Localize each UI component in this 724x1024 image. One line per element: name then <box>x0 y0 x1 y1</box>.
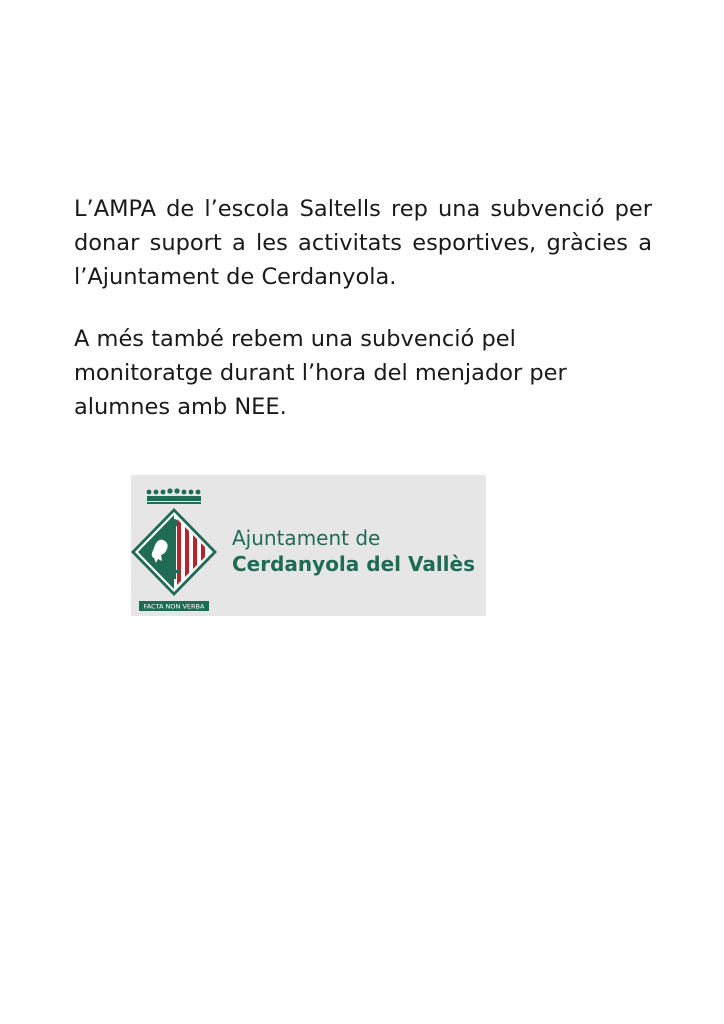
logo-title-line-1: Ajuntament de <box>232 526 381 550</box>
paragraph-subsidy-lunch: A més també rebem una subvenció pel monitoratge durant l’hora del menjador per alumnes amb NEE. <box>74 326 567 420</box>
paragraph-subsidy-sports: L’AMPA de l’escola Saltells rep una subvenció per donar suport a les activitats esportives, gràcies a l’Ajuntament de Cerdanyola. <box>74 196 652 290</box>
crown-icon <box>147 488 201 504</box>
coat-of-arms-icon <box>131 475 231 616</box>
logo-title-line-2: Cerdanyola del Vallès <box>232 552 476 576</box>
motto-label: FACTA NON VERBA <box>143 602 205 611</box>
ajuntament-logo <box>131 475 486 616</box>
